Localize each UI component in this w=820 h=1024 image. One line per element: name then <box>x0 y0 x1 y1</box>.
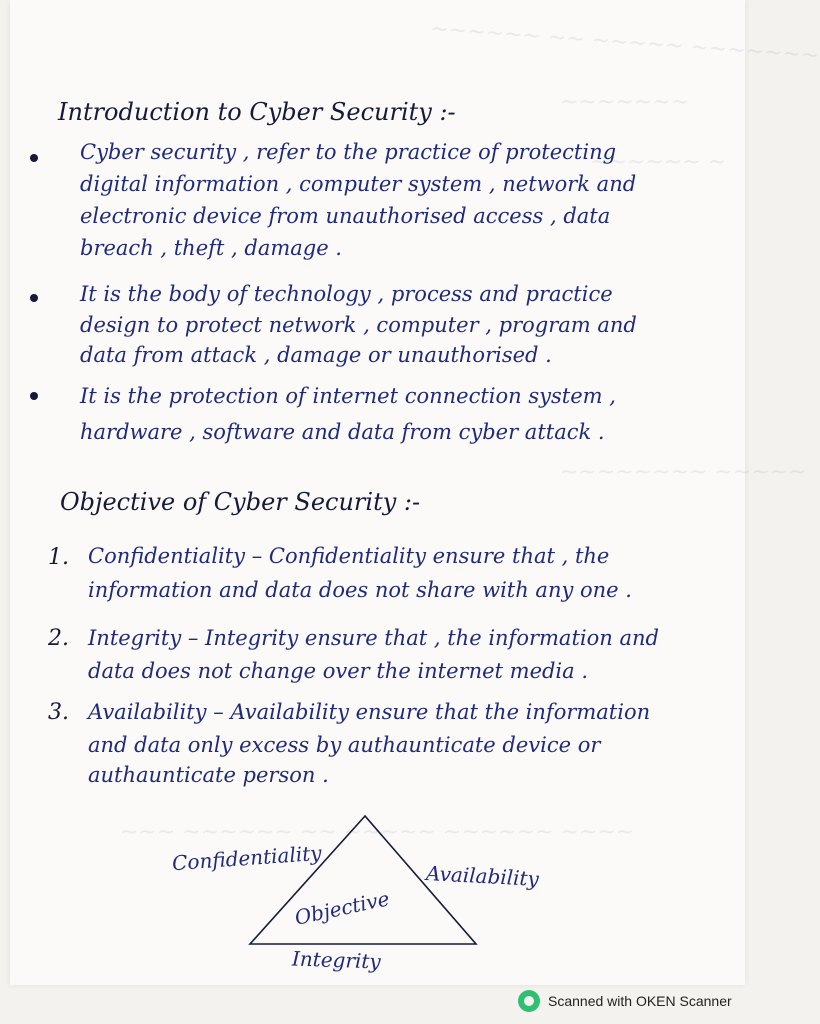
objective-item-1-line-2: information and data does not share with any one . <box>88 578 632 602</box>
diagram-label-objective: Objective <box>292 886 392 930</box>
intro-bullet-2-line-1: It is the body of technology , process and practice <box>80 282 613 306</box>
objective-item-number: 1. <box>48 545 69 570</box>
intro-bullet-2-line-3: data from attack , damage or unauthorised . <box>80 343 552 367</box>
objective-item-2-line-2: data does not change over the internet media . <box>88 659 589 683</box>
objective-item-3-line-2: and data only excess by authaunticate device or <box>88 733 601 757</box>
objective-item-3-line-1: Availability – Availability ensure that the information <box>88 700 651 724</box>
objective-item-2-line-1: Integrity – Integrity ensure that , the information and <box>88 626 659 650</box>
bleed-through-mark: ~~~~~~~~ ~~~~~ <box>560 460 807 485</box>
intro-bullet-1-line-2: digital information , computer system , network and <box>80 172 637 196</box>
diagram-label-confidentiality: Confidentiality <box>171 840 323 876</box>
bleed-through-mark: ~~~~~~ ~ <box>590 150 727 175</box>
intro-bullet-1-line-1: Cyber security , refer to the practice of protecting <box>80 140 617 164</box>
bleed-through-mark: ~~~~~~ ~~ ~~~~~ ~~~~~~~ <box>429 16 820 69</box>
intro-bullet-3-line-1: It is the protection of internet connection system , <box>80 384 616 408</box>
diagram-label-integrity: Integrity <box>291 946 382 974</box>
intro-bullet-2-line-2: design to protect network , computer , program and <box>80 313 637 337</box>
diagram-label-availability: Availability <box>425 861 540 891</box>
bleed-through-mark: ~~~~~~~ <box>560 90 690 115</box>
bullet-dot <box>30 294 38 302</box>
objective-item-number: 2. <box>48 626 69 651</box>
intro-bullet-3-line-2: hardware , software and data from cyber attack . <box>80 420 605 444</box>
bullet-dot <box>30 392 38 400</box>
intro-bullet-1-line-3: electronic device from unauthorised access , data <box>80 204 611 228</box>
scanner-watermark <box>518 990 732 1012</box>
objective-item-number: 3. <box>48 700 69 725</box>
introduction-heading: Introduction to Cyber Security :- <box>58 98 456 126</box>
oken-scanner-logo-icon <box>518 990 540 1012</box>
objective-item-1-line-1: Confidentiality – Confidentiality ensure that , the <box>88 544 610 568</box>
bullet-dot <box>30 154 38 162</box>
objective-heading: Objective of Cyber Security :- <box>60 488 421 516</box>
objective-item-3-line-3: authaunticate person . <box>88 763 329 787</box>
intro-bullet-1-line-4: breach , theft , damage . <box>80 236 342 260</box>
scanner-watermark-text: Scanned with OKEN Scanner <box>548 993 732 1009</box>
bleed-through-mark: ~~~ ~~~~~~ ~~ ~~~~~ ~~~~~~ ~~~~ <box>120 820 635 845</box>
